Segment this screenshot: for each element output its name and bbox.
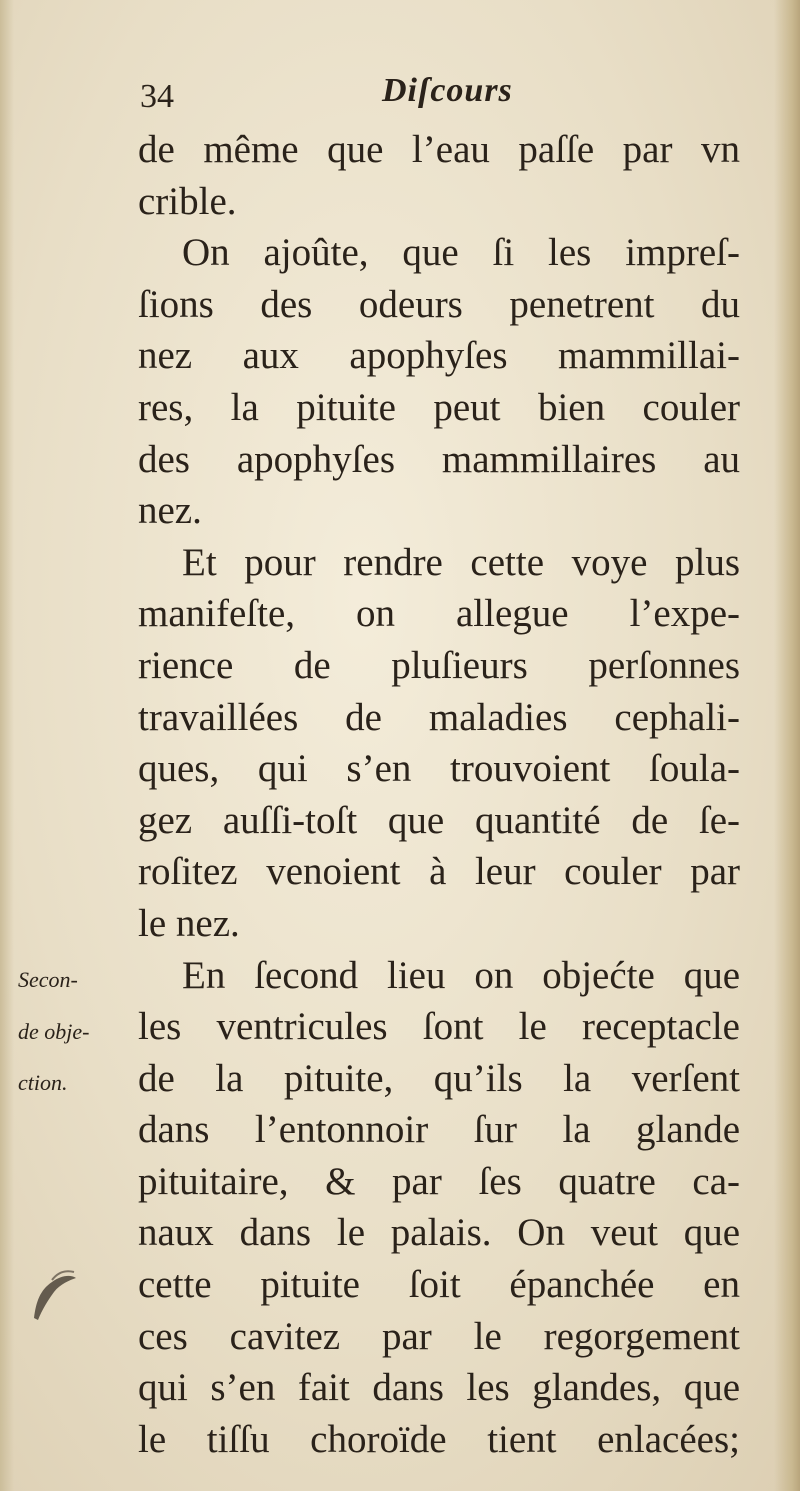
page-number: 34 [140,78,174,115]
marginal-note-line: ction. [18,1070,68,1096]
text-line: crible. [138,179,237,223]
text-line: ſions des odeurs penetrent du [138,282,740,326]
page-edge-shadow [774,0,800,1491]
text-line: pituitaire, & par ſes quatre ca- [138,1159,740,1203]
text-line: de la pituite, qu’ils la verſent [138,1056,740,1100]
marginal-note-line: de obje- [18,1018,90,1044]
ink-flourish-icon [30,1262,80,1322]
text-line: les ventricules ſont le receptacle [138,1005,740,1049]
body-text [138,124,740,1465]
text-line: qui s’en fait dans les glandes, que [138,1366,740,1410]
text-line: le tiſſu choroïde tient enlacées; [138,1417,740,1461]
text-line: naux dans le palais. On veut que [138,1211,740,1255]
text-line: ces cavitez par le regorgement [138,1314,740,1358]
marginal-note-line: Secon- [18,967,78,992]
page-gutter-shadow [0,0,14,1491]
text-line: rience de pluſieurs perſonnes [138,643,740,687]
page-header [140,72,740,122]
text-line: gez auſſi-toſt que quantité de ſe- [138,798,740,842]
text-line: le nez. [138,901,240,945]
marginal-note [18,954,130,1109]
text-line: res, la pituite peut bien couler [138,385,740,429]
text-line: ques, qui s’en trouvoient ſoula- [138,747,740,791]
paragraph-first-line: On ajoûte, que ſi les impreſ- [182,231,740,275]
text-line: dans l’entonnoir ſur la glande [138,1108,740,1152]
paragraph-first-line: Et pour rendre cette voye plus [182,540,740,584]
text-line: des apophyſes mammillaires au [138,437,740,481]
text-line: nez aux apophyſes mammillai- [138,334,740,378]
text-line: cette pituite ſoit épanchée en [138,1263,740,1307]
running-head: Diſcours [382,72,513,109]
text-line: de même que l’eau paſſe par vn [138,128,740,171]
text-line: manifeſte, on allegue l’expe- [138,592,740,636]
paragraph-first-line: En ſecond lieu on objećte que [182,953,740,997]
text-line: nez. [138,489,202,533]
text-line: roſitez venoient à leur couler par [138,850,740,894]
text-line: travaillées de maladies cephali- [138,695,740,739]
